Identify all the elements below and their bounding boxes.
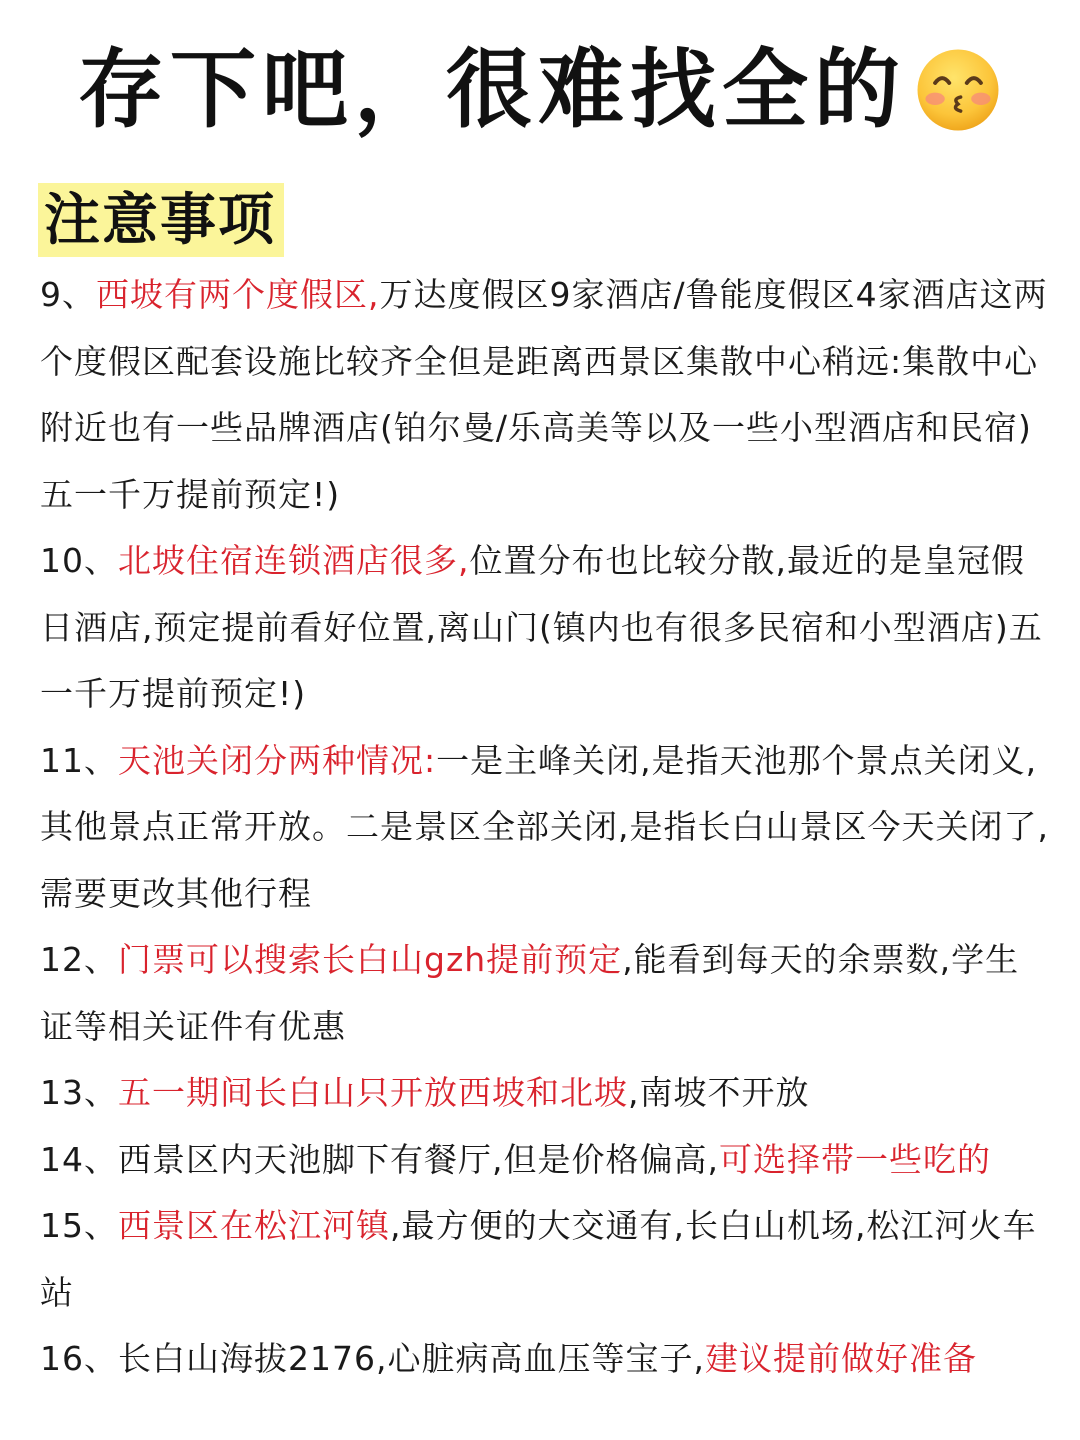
item-highlight: 西坡有两个度假区, <box>96 275 380 314</box>
list-item <box>40 1326 1050 1393</box>
page-title: 存下吧，很难找全的 <box>78 40 906 140</box>
item-text: ,南坡不开放 <box>628 1073 810 1112</box>
item-number: 16、 <box>40 1339 118 1378</box>
item-text: ,能看到每天的余票数,学生证等相关证件有优惠 <box>40 940 1020 1046</box>
item-number: 13、 <box>40 1073 118 1112</box>
list-item <box>40 1193 1050 1326</box>
list-item <box>40 1127 1050 1194</box>
item-text: 西景区内天池脚下有餐厅,但是价格偏高, <box>118 1139 719 1179</box>
kissing-face-smiling-eyes-icon <box>914 46 1002 134</box>
item-highlight: 天池关闭分两种情况: <box>118 740 437 780</box>
item-text: 位置分布也比较分散,最近的是皇冠假日酒店,预定提前看好位置,离山门(镇内也有很多民宿和小型酒店)五一千万提前预定!) <box>40 541 1043 713</box>
list-item <box>40 528 1050 728</box>
list-item <box>40 262 1050 528</box>
notes-list <box>40 262 1050 1393</box>
item-number: 12、 <box>40 940 118 979</box>
item-highlight: 西景区在松江河镇 <box>118 1206 390 1245</box>
item-highlight: 门票可以搜索长白山gzh提前预定 <box>118 940 623 979</box>
item-highlight: 建议提前做好准备 <box>704 1339 977 1378</box>
item-number: 15、 <box>40 1206 118 1245</box>
item-text: 万达度假区9家酒店/鲁能度假区4家酒店这两个度假区配套设施比较齐全但是距离西景区集散中心稍远:集散中心附近也有一些品牌酒店(铂尔曼/乐高美等以及一些小型酒店和民宿)五一千万提前预定!) <box>40 275 1048 514</box>
list-item <box>40 1060 1050 1127</box>
list-item <box>40 728 1050 928</box>
list-item <box>40 927 1050 1060</box>
title-row <box>0 30 1080 150</box>
item-number: 9、 <box>40 275 96 314</box>
item-highlight: 五一期间长白山只开放西坡和北坡 <box>118 1073 628 1112</box>
item-text: 一是主峰关闭,是指天池那个景点关闭义,其他景点正常开放。二是景区全部关闭,是指长白山景区今天关闭了,需要更改其他行程 <box>40 740 1049 913</box>
item-text: 长白山海拔2176,心脏病高血压等宝子, <box>118 1339 705 1378</box>
item-highlight: 可选择带一些吃的 <box>718 1139 991 1179</box>
item-text: ,最方便的大交通有,长白山机场,松江河火车站 <box>40 1206 1037 1312</box>
section-heading: 注意事项 <box>38 183 284 257</box>
item-number: 10、 <box>40 541 118 580</box>
item-number: 14、 <box>40 1139 118 1179</box>
item-number: 11、 <box>40 740 118 780</box>
item-highlight: 北坡住宿连锁酒店很多, <box>118 541 470 580</box>
